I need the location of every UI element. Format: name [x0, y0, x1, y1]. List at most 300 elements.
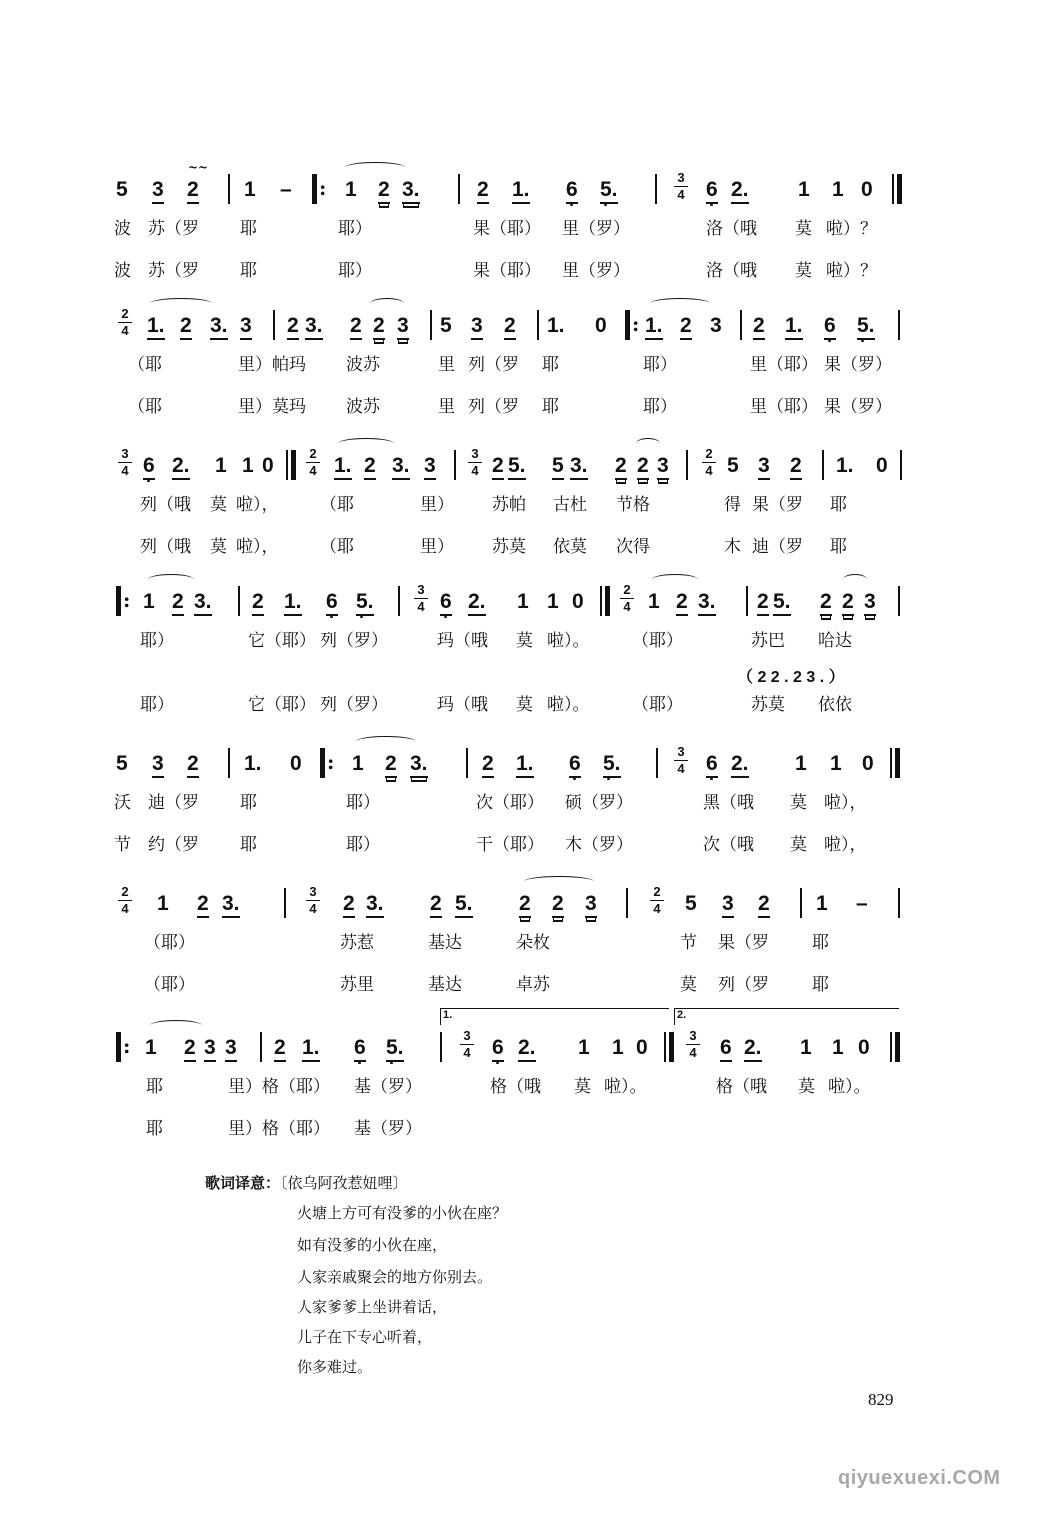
lyric: 苏莫 — [751, 695, 785, 715]
note: 3. — [402, 178, 420, 204]
lyric: 里）帕玛 — [238, 355, 306, 375]
repeat-end-barline — [600, 586, 610, 616]
time-signature: 2 4 — [702, 446, 716, 479]
barline — [898, 586, 900, 616]
barline — [260, 1032, 262, 1062]
note: 2 — [820, 590, 832, 616]
barline — [656, 748, 658, 778]
note: 3. — [305, 314, 323, 340]
note: 2 — [343, 892, 355, 918]
note: 1. — [512, 178, 530, 204]
lyric: 莫 — [790, 793, 807, 813]
note: 0 — [861, 178, 873, 201]
lyric: 耶 — [542, 355, 559, 375]
lyric: （耶 — [128, 355, 162, 375]
lyric: 依依 — [818, 695, 852, 715]
lyric: 啦）， — [236, 495, 279, 515]
lyrics-row-5a — [0, 792, 1054, 832]
volta-bracket-2: 2. — [674, 1008, 899, 1025]
time-signature: 2 4 — [650, 884, 664, 917]
barline — [655, 174, 657, 204]
note: 3 — [424, 454, 436, 480]
note: 5 — [552, 454, 564, 480]
lyric: 列（罗） — [320, 695, 388, 715]
note: 1 — [352, 752, 364, 775]
repeat-end-barline — [890, 748, 900, 778]
lyric: 莫 — [210, 537, 227, 557]
time-signature: 3 4 — [460, 1028, 474, 1061]
note: 2 — [274, 1036, 286, 1062]
note: 5 — [440, 314, 452, 337]
note: 3. — [222, 892, 240, 918]
lyric: 波苏 — [346, 355, 380, 375]
lyric: 莫 — [795, 261, 812, 281]
lyric: 里）格（耶） — [228, 1077, 330, 1097]
lyric: 耶 — [240, 261, 257, 281]
note: 2 — [482, 752, 494, 778]
lyric: 木 — [724, 537, 741, 557]
lyric: 迪（罗 — [752, 537, 803, 557]
note: 5. · — [603, 752, 621, 778]
lyric: 耶） — [338, 261, 372, 281]
lyric: 耶 — [830, 537, 847, 557]
lyric: 莫 — [574, 1077, 591, 1097]
note: 2. — [731, 178, 749, 204]
barline — [800, 888, 802, 918]
time-signature: 3 4 — [118, 446, 132, 479]
lyric: 耶） — [346, 835, 380, 855]
barline — [398, 586, 400, 616]
barline — [686, 450, 688, 480]
lyric: 得 — [724, 495, 741, 515]
note: 2 — [287, 314, 299, 340]
barline — [284, 888, 286, 918]
slur — [150, 1020, 202, 1031]
note: 3. — [392, 454, 410, 480]
lyric: 迪（罗 — [148, 793, 199, 813]
note: 0 — [572, 590, 584, 613]
lyric: 次得 — [616, 537, 650, 557]
lyric: 节 — [114, 835, 131, 855]
note: 0 — [262, 454, 274, 477]
note: 1 — [244, 178, 256, 201]
translation-line: 人家亲戚聚会的地方你别去。 — [297, 1268, 493, 1286]
note: 1. — [147, 314, 165, 340]
note: 1 — [648, 590, 660, 613]
note: 0 — [858, 1036, 870, 1059]
lyric: 耶） — [338, 219, 372, 239]
note: 1 — [242, 454, 254, 477]
lyric: 莫 — [798, 1077, 815, 1097]
lyric: 列（罗） — [320, 631, 388, 651]
note: 0 — [862, 752, 874, 775]
note: 5. · — [600, 178, 618, 204]
lyric: 啦）。 — [547, 631, 590, 651]
lyric: 古杜 — [553, 495, 587, 515]
barline — [454, 450, 456, 480]
note: 2 — [552, 892, 564, 918]
note: 1 — [547, 590, 559, 613]
lyrics-row-1b — [0, 260, 1054, 300]
note: 1. — [516, 752, 534, 778]
note: 1 — [143, 590, 155, 613]
note: 2 — [373, 314, 385, 340]
note: 2 — [492, 454, 504, 480]
lyrics-row-4b — [0, 694, 1054, 734]
note: 0 — [290, 752, 302, 775]
note: 6 · — [706, 178, 718, 204]
lyrics-row-2b — [0, 396, 1054, 436]
note: 3 — [240, 314, 252, 340]
lyric: 耶 — [146, 1119, 163, 1139]
repeat-start-barline — [116, 1032, 128, 1062]
note: 1. — [302, 1036, 320, 1062]
time-signature: 3 4 — [306, 884, 320, 917]
slur — [345, 162, 405, 173]
lyric: 依莫 — [553, 537, 587, 557]
slur — [338, 438, 394, 449]
lyric: 莫 — [680, 975, 697, 995]
note: 1 — [345, 178, 357, 201]
barline — [626, 888, 628, 918]
score-row-4 — [0, 582, 1054, 630]
lyric: 苏巴 — [751, 631, 785, 651]
lyric: 里 — [438, 355, 455, 375]
note: 5. — [508, 454, 526, 480]
lyric: 列（罗 — [468, 355, 519, 375]
slur — [150, 298, 212, 309]
lyric: 里（耶） — [750, 355, 818, 375]
repeat-end-barline — [286, 450, 296, 480]
slur — [652, 574, 698, 585]
note: 1. — [284, 590, 302, 616]
barline — [238, 586, 240, 616]
lyric: 里）莫玛 — [238, 397, 306, 417]
note: 5. — [455, 892, 473, 918]
note: 3 — [864, 590, 876, 616]
barline — [466, 748, 468, 778]
barline — [822, 450, 824, 480]
note: 2 — [172, 590, 184, 616]
note: 2 — [676, 590, 688, 616]
lyric: 耶 — [146, 1077, 163, 1097]
note: 6 · — [354, 1036, 366, 1062]
note: 2 — [378, 178, 390, 204]
lyric: 它（耶） — [248, 631, 316, 651]
lyric: 果（耶） — [473, 219, 541, 239]
final-barline — [890, 1032, 900, 1062]
lyric: （耶） — [144, 975, 195, 995]
note: 3 — [397, 314, 409, 340]
lyric: 沃 — [114, 793, 131, 813]
note: 3 — [204, 1036, 216, 1062]
lyric: 节格 — [616, 495, 650, 515]
note: – — [280, 178, 292, 201]
lyrics-row-2a — [0, 354, 1054, 394]
note: 2 — [637, 454, 649, 480]
note: 6 · — [566, 178, 578, 204]
lyric: 它（耶） — [248, 695, 316, 715]
barline — [537, 310, 539, 340]
barline — [228, 174, 230, 204]
lyrics-row-7a — [0, 1076, 1054, 1116]
note: 6 · — [706, 752, 718, 778]
slur — [524, 876, 594, 887]
note: 3. — [570, 454, 588, 480]
lyric: 格（哦 — [490, 1077, 541, 1097]
lyric: 果（罗） — [824, 397, 892, 417]
translation-line: 火塘上方可有没爹的小伙在座？ — [297, 1204, 508, 1222]
slur — [356, 736, 416, 747]
barline — [898, 310, 900, 340]
score-row-3 — [0, 446, 1054, 494]
note: 2 — [477, 178, 489, 204]
translation-line: 儿子在下专心听着， — [297, 1328, 433, 1346]
note: 2 — [364, 454, 376, 480]
lyric: 基达 — [428, 933, 462, 953]
lyric: 耶 — [830, 495, 847, 515]
note: 2. — [518, 1036, 536, 1062]
note: 6 · — [569, 752, 581, 778]
note: 3 — [152, 178, 164, 204]
lyric: 啦）， — [824, 835, 867, 855]
lyric: 耶） — [643, 355, 677, 375]
lyric: 木（罗） — [565, 835, 633, 855]
lyric: 次（哦 — [703, 835, 754, 855]
translation-line: 如有没爹的小伙在座， — [297, 1236, 448, 1254]
note: 1 — [517, 590, 529, 613]
note: 5 — [685, 892, 697, 915]
lyric: 基（罗） — [354, 1077, 422, 1097]
note: 2. — [468, 590, 486, 616]
note: 2. — [172, 454, 190, 480]
note: 1 — [832, 178, 844, 201]
time-signature: 2 4 — [118, 884, 132, 917]
score-row-2 — [0, 306, 1054, 354]
lyric: 苏（罗 — [148, 219, 199, 239]
note: 3 — [152, 752, 164, 778]
page-number: 829 — [868, 1390, 894, 1409]
lyric: 里） — [420, 537, 454, 557]
repeat-start-barline — [625, 310, 637, 340]
lyric: 节 — [680, 933, 697, 953]
lyric: 波 — [114, 261, 131, 281]
note: 3 — [225, 1036, 237, 1062]
lyric: 啦）？ — [826, 261, 877, 281]
note: 2 — [350, 314, 362, 340]
note: 6 — [720, 1036, 732, 1062]
note: 6 · — [492, 1036, 504, 1062]
note: 2 — [842, 590, 854, 616]
lyric: 耶 — [812, 933, 829, 953]
lyric: 耶 — [812, 975, 829, 995]
lyric: 基达 — [428, 975, 462, 995]
time-signature: 3 4 — [686, 1028, 700, 1061]
lyric: 里） — [420, 495, 454, 515]
translation-line: 你多难过。 — [297, 1358, 373, 1376]
note: 1 — [145, 1036, 157, 1059]
lyric: 果（耶） — [473, 261, 541, 281]
lyric: 硕（罗） — [565, 793, 633, 813]
note: 5 — [116, 752, 128, 775]
lyric: 苏（罗 — [148, 261, 199, 281]
alt-notation: （ 2 2 . 2 3 . ） — [737, 669, 845, 686]
lyric: 里）格（耶） — [228, 1119, 330, 1139]
note: 3. — [366, 892, 384, 918]
note: 2 — [519, 892, 531, 918]
note: 1. — [836, 454, 854, 477]
lyric: 玛（哦 — [437, 695, 488, 715]
note: 5 — [727, 454, 739, 477]
note: 3. — [210, 314, 228, 340]
slur — [148, 574, 194, 585]
note: 6 · — [143, 454, 155, 480]
repeat-end-barline — [664, 1032, 674, 1062]
time-signature: 3 4 — [468, 446, 482, 479]
note: 6 · — [326, 590, 338, 616]
note: 1 — [830, 752, 842, 775]
lyric: 列（罗 — [718, 975, 769, 995]
note: 1 — [798, 178, 810, 201]
note: 2 — [757, 590, 769, 616]
barline — [228, 748, 230, 778]
lyric: （耶） — [632, 631, 683, 651]
lyric: 列（哦 — [140, 537, 191, 557]
note: 0 — [636, 1036, 648, 1059]
repeat-start-barline — [312, 174, 324, 204]
lyric: 果（罗 — [752, 495, 803, 515]
lyric: 苏里 — [340, 975, 374, 995]
lyric: （耶 — [128, 397, 162, 417]
note: 1 — [816, 892, 828, 915]
translation-label: 歌词译意： — [205, 1174, 281, 1192]
time-signature: 2 4 — [118, 306, 132, 339]
lyric: 苏莫 — [492, 537, 526, 557]
time-signature: 2 4 — [620, 582, 634, 615]
lyric: 列（哦 — [140, 495, 191, 515]
lyric: 次（耶） — [476, 793, 544, 813]
lyric: 洛（哦 — [706, 219, 757, 239]
note: 2 — [680, 314, 692, 340]
note: 5. — [773, 590, 791, 616]
lyrics-row-6a — [0, 932, 1054, 972]
barline — [440, 1032, 442, 1062]
note: 3 — [722, 892, 734, 918]
note: 1. — [645, 314, 663, 340]
lyrics-row-7b — [0, 1118, 1054, 1158]
slur — [370, 298, 404, 309]
note: 0 — [595, 314, 607, 337]
lyric: 耶 — [240, 793, 257, 813]
slur — [650, 298, 710, 309]
note: 2 — [180, 314, 192, 340]
note: 2 — [615, 454, 627, 480]
note: 5. · — [857, 314, 875, 340]
time-signature: 3 4 — [414, 582, 428, 615]
barline — [273, 310, 275, 340]
note: 2 — [790, 454, 802, 480]
note: 2 — [187, 752, 199, 778]
lyric: 里（罗） — [562, 219, 630, 239]
translation-heading — [205, 1172, 408, 1193]
time-signature: 2 4 — [306, 446, 320, 479]
time-signature: 3 4 — [674, 170, 688, 203]
lyrics-row-3a — [0, 494, 1054, 534]
note: 1 — [157, 892, 169, 915]
barline — [898, 888, 900, 918]
note: 2 — [385, 752, 397, 778]
note: 1 — [795, 752, 807, 775]
lyric: 啦）， — [236, 537, 279, 557]
translation-line: 人家爹爹上坐讲着话， — [297, 1298, 448, 1316]
lyric: （耶） — [144, 933, 195, 953]
note: 5 — [116, 178, 128, 201]
lyric: 约（罗 — [148, 835, 199, 855]
time-signature: 3 4 — [674, 744, 688, 777]
note: 1 — [215, 454, 227, 477]
lyric: 列（罗 — [468, 397, 519, 417]
repeat-end-barline — [892, 174, 902, 204]
note: 1. — [785, 314, 803, 340]
note: 2 — [187, 178, 199, 204]
lyric: 里 — [438, 397, 455, 417]
lyric: 果（罗） — [824, 355, 892, 375]
trill-icon: ~~ — [188, 160, 209, 174]
lyric: 啦）。 — [604, 1077, 647, 1097]
lyrics-row-1a — [0, 218, 1054, 258]
note: 3 — [471, 314, 483, 340]
note: 3 — [758, 454, 770, 480]
lyric: 里（耶） — [750, 397, 818, 417]
lyric: 莫 — [516, 695, 533, 715]
note: 3 — [710, 314, 722, 337]
repeat-start-barline — [320, 748, 332, 778]
note: 3. — [194, 590, 212, 616]
lyric: 耶） — [140, 695, 174, 715]
note: 5. · — [386, 1036, 404, 1062]
barline — [900, 450, 902, 480]
lyrics-row-5b — [0, 834, 1054, 874]
note: 2 — [753, 314, 765, 340]
lyric: 格（哦 — [716, 1077, 767, 1097]
lyric: 莫 — [516, 631, 533, 651]
barline — [458, 174, 460, 204]
barline — [740, 310, 742, 340]
lyric: 基（罗） — [354, 1119, 422, 1139]
lyric: 卓苏 — [516, 975, 550, 995]
watermark: qiyuexuexi.COM — [838, 1467, 1001, 1489]
lyric: 苏惹 — [340, 933, 374, 953]
note: 1. — [244, 752, 262, 775]
lyric: 莫 — [790, 835, 807, 855]
note: 1. — [334, 454, 352, 480]
note: 2 — [184, 1036, 196, 1062]
volta-bracket-1: 1. — [440, 1008, 669, 1025]
note: 2 — [758, 892, 770, 918]
note: 0 — [876, 454, 888, 477]
note: 3. — [410, 752, 428, 778]
lyric: 莫 — [210, 495, 227, 515]
lyrics-row-3b — [0, 536, 1054, 576]
lyric: 耶） — [140, 631, 174, 651]
lyric: 里（罗） — [562, 261, 630, 281]
note: 1 — [612, 1036, 624, 1059]
note: 3 — [657, 454, 669, 480]
score-row-5 — [0, 744, 1054, 792]
barline — [746, 586, 748, 616]
lyric: 果（罗 — [718, 933, 769, 953]
lyric: （耶） — [632, 695, 683, 715]
